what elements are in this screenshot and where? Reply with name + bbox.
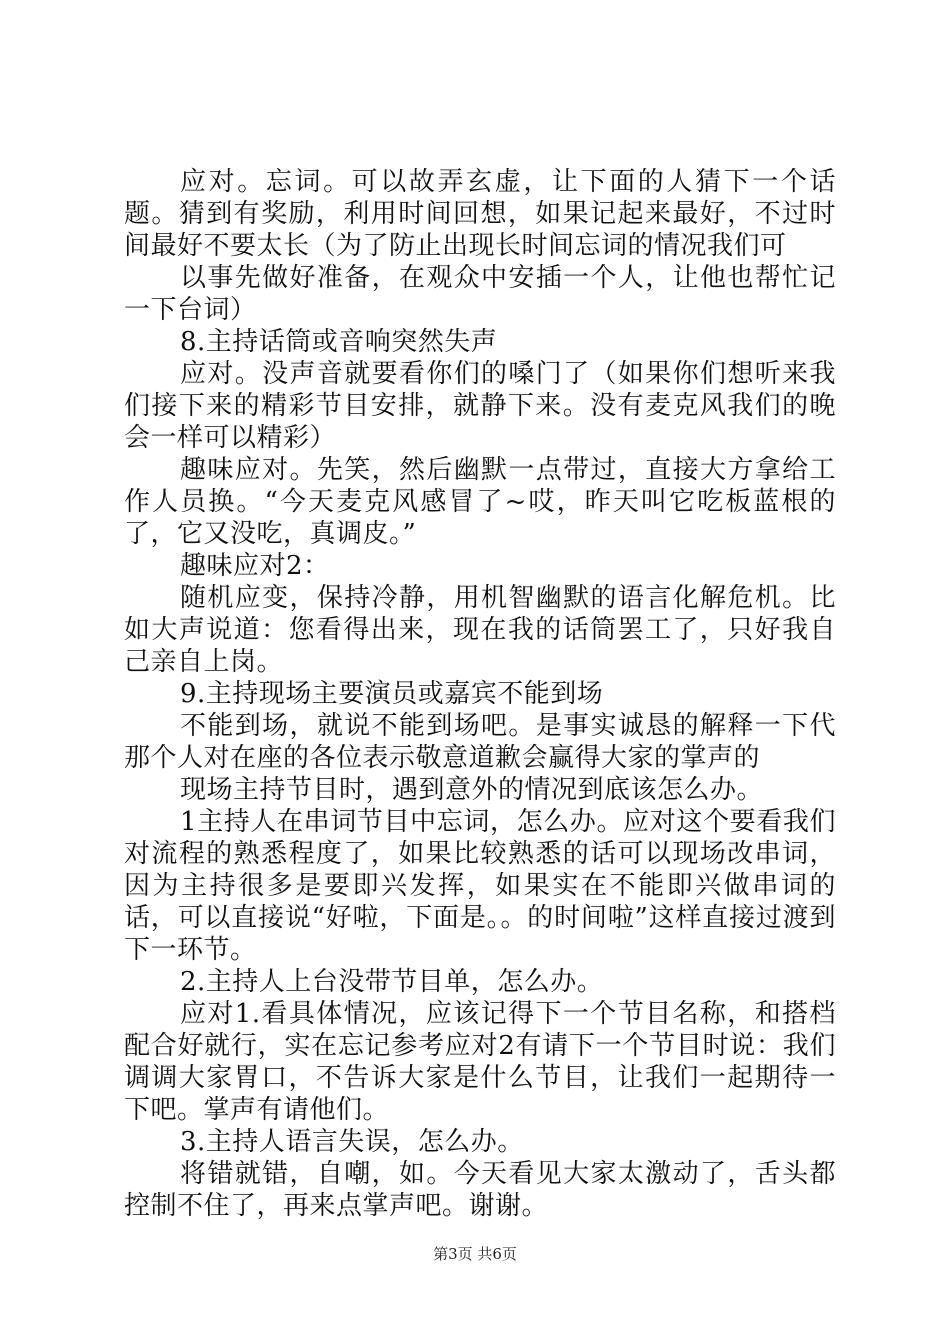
- paragraph-10: 应对1.看具体情况，应该记得下一个节目名称，和搭档配合好就行，实在忘记参考应对2有请下一个节目时说：我们调调大家胃口，不告诉大家是什么节目，让我们一起期待一下吧。掌声有请他们。: [124, 999, 836, 1125]
- paragraph-9: 1主持人在串词节目中忘词，怎么办。应对这个要看我们对流程的熟悉程度了，如果比较熟悉的话可以现场改串词，因为主持很多是要即兴发挥，如果实在不能即兴做串词的话，可以直接说“好啦，下面是。。的时间啦”这样直接过渡到下一环节。: [124, 807, 836, 965]
- paragraph-3: 应对。没声音就要看你们的嗓门了（如果你们想听来我们接下来的精彩节目安排，就静下来。没有麦克风我们的晚会一样可以精彩）: [124, 359, 836, 453]
- paragraph-7: 不能到场，就说不能到场吧。是事实诚恳的解释一下代那个人对在座的各位表示敬意道歉会赢得大家的掌声的: [124, 711, 836, 773]
- paragraph-6: 随机应变，保持冷静，用机智幽默的语言化解危机。比如大声说道：您看得出来，现在我的话筒罢工了，只好我自己亲自上岗。: [124, 583, 836, 677]
- page-number: 第3页 共6页: [433, 1245, 517, 1263]
- section-heading-2: 2.主持人上台没带节目单，怎么办。: [180, 967, 604, 997]
- paragraph-4: 趣味应对。先笑，然后幽默一点带过，直接大方拿给工作人员换。“今天麦克风感冒了~哎，昨天叫它吃板蓝根的了，它又没吃，真调皮。”: [124, 455, 836, 549]
- section-heading-8: 8.主持话筒或音响突然失声: [180, 327, 498, 357]
- paragraph-8: 现场主持节目时，遇到意外的情况到底该怎么办。: [180, 775, 764, 805]
- paragraph-2: 以事先做好准备，在观众中安插一个人，让他也帮忙记一下台词）: [124, 263, 836, 325]
- document-body: [124, 166, 836, 1222]
- paragraph-11: 将错就错，自嘲，如。今天看见大家太激动了，舌头都控制不住了，再来点掌声吧。谢谢。: [124, 1159, 836, 1221]
- paragraph-5: 趣味应对2：: [180, 551, 330, 581]
- page-footer: [0, 1243, 950, 1264]
- section-heading-3: 3.主持人语言失误，怎么办。: [180, 1127, 524, 1157]
- section-heading-9: 9.主持现场主要演员或嘉宾不能到场: [180, 679, 604, 709]
- paragraph-1: 应对。忘词。可以故弄玄虚，让下面的人猜下一个话题。猜到有奖励，利用时间回想，如果记起来最好，不过时间最好不要太长（为了防止出现长时间忘词的情况我们可: [124, 167, 836, 261]
